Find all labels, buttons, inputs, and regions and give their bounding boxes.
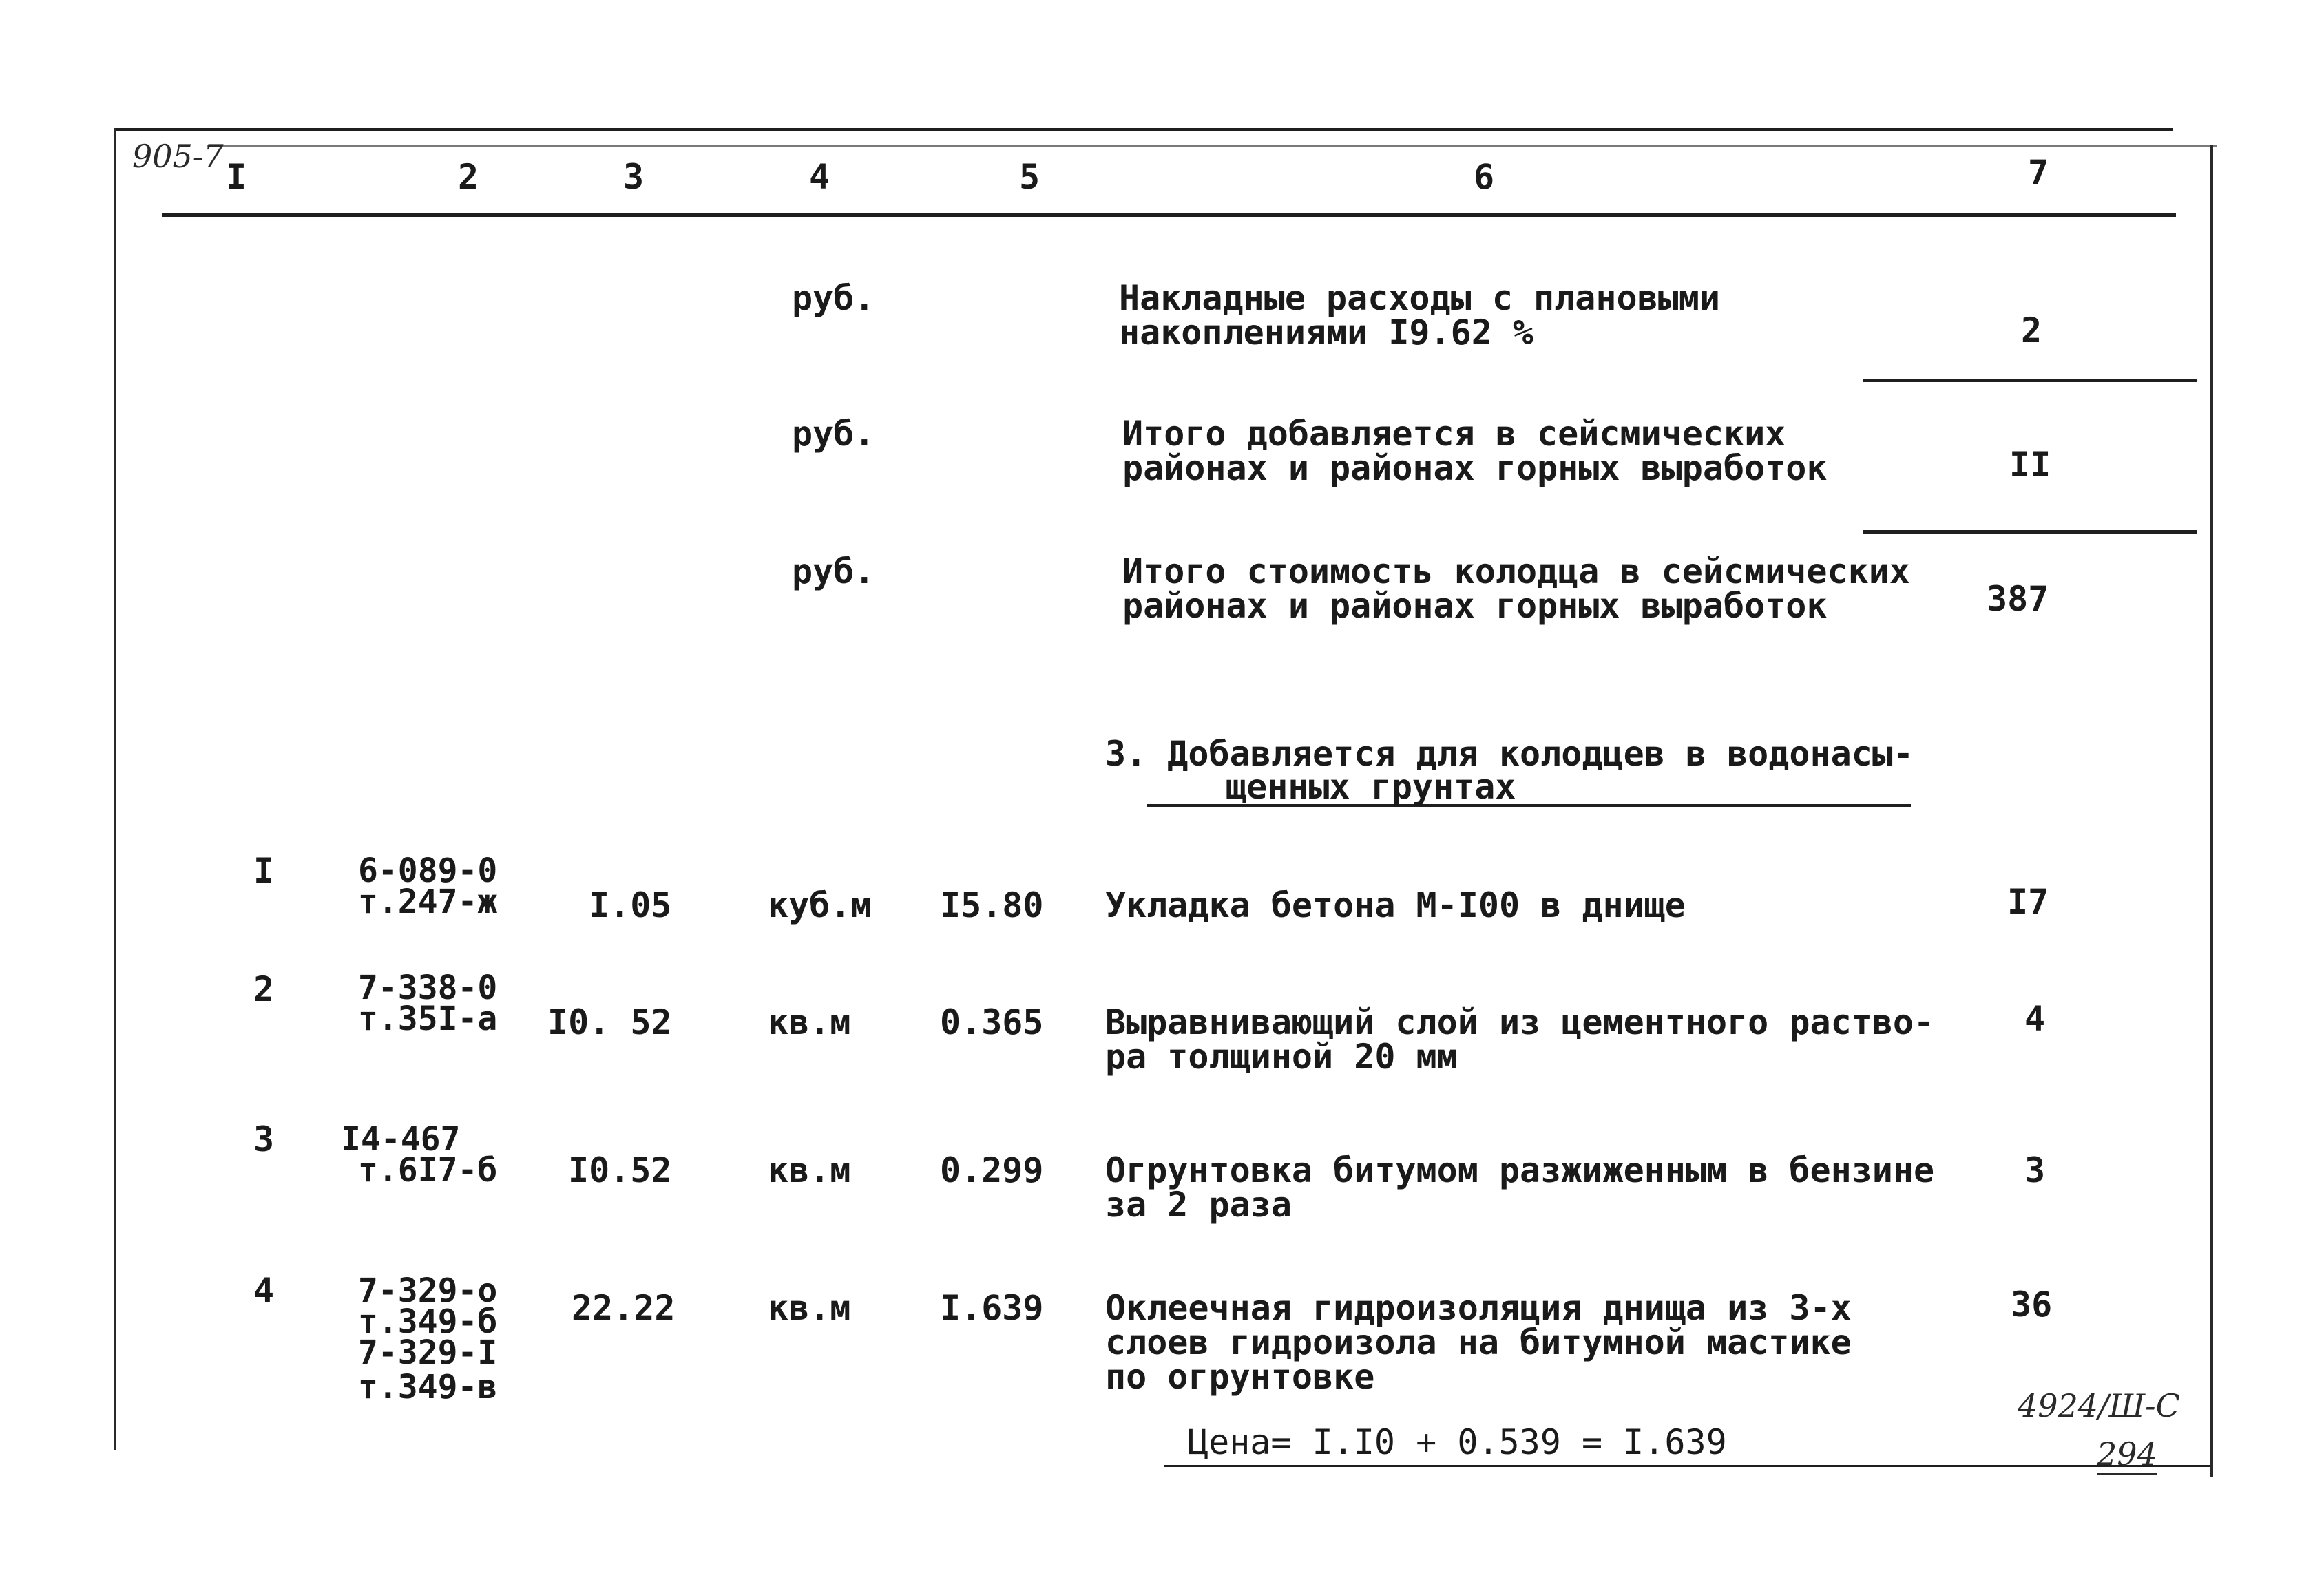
item-4-code-4: т.349-в xyxy=(358,1368,498,1406)
item-4-desc-2: слоев гидроизола на битумной мастике xyxy=(1105,1322,1852,1362)
top-border-secondary xyxy=(207,145,2217,147)
summary-value-3: 387 xyxy=(1987,579,2049,619)
item-2-qty: I0. 52 xyxy=(547,1002,672,1042)
col-header-1: I xyxy=(226,157,247,197)
summary-desc-1b: накоплениями I9.62 % xyxy=(1119,313,1534,352)
item-3-code-2: т.6I7-б xyxy=(358,1151,498,1190)
col-header-2: 2 xyxy=(458,157,479,197)
item-3-qty: I0.52 xyxy=(568,1150,672,1190)
item-4-price: I.639 xyxy=(940,1288,1044,1328)
doc-code: 905-7 xyxy=(132,138,224,175)
item-1-total: I7 xyxy=(2007,882,2049,922)
item-4-num: 4 xyxy=(253,1271,275,1311)
item-1-qty: I.05 xyxy=(589,885,672,925)
item-2-num: 2 xyxy=(253,969,275,1009)
col-header-4: 4 xyxy=(809,157,830,197)
col-header-6: 6 xyxy=(1474,157,1495,197)
summary-desc-1a: Накладные расходы с плановыми xyxy=(1119,278,1720,318)
page-number: 294 xyxy=(2097,1435,2157,1475)
summary-desc-2a: Итого добавляется в сейсмических xyxy=(1122,414,1786,454)
top-border xyxy=(114,128,2173,131)
item-4-desc-3: по огрунтовке xyxy=(1105,1357,1375,1397)
item-2-desc-2: ра толщиной 20 мм xyxy=(1105,1037,1458,1077)
item-1-unit: куб.м xyxy=(768,885,872,925)
item-2-price: 0.365 xyxy=(940,1002,1044,1042)
item-3-total: 3 xyxy=(2024,1150,2046,1190)
item-2-code-2: т.35I-а xyxy=(358,1000,498,1038)
item-3-code-1: I4-467 xyxy=(341,1120,461,1159)
item-3-price: 0.299 xyxy=(940,1150,1044,1190)
col-header-7: 7 xyxy=(2028,153,2049,193)
item-2-desc-1: Выравнивающий слой из цементного раство- xyxy=(1105,1002,1935,1042)
item-4-code-3: 7-329-I xyxy=(358,1333,498,1372)
subtotal-line-1 xyxy=(1863,379,2197,382)
section-title-line2: щенных грунтах xyxy=(1147,770,1911,807)
summary-unit-3: руб. xyxy=(792,551,875,591)
subtotal-line-2 xyxy=(1863,530,2197,534)
item-3-desc-2: за 2 раза xyxy=(1105,1185,1292,1225)
item-4-qty: 22.22 xyxy=(572,1288,676,1328)
item-3-desc-1: Огрунтовка битумом разжиженным в бензине xyxy=(1105,1150,1935,1190)
item-4-code-1: 7-329-о xyxy=(358,1272,498,1310)
item-4-code-2: т.349-б xyxy=(358,1302,498,1341)
summary-unit-2: руб. xyxy=(792,414,875,454)
summary-value-1: 2 xyxy=(2021,310,2042,350)
item-1-code-2: т.247-ж xyxy=(358,883,498,921)
item-3-num: 3 xyxy=(253,1119,275,1159)
col-header-3: 3 xyxy=(623,157,645,197)
item-1-code-1: 6-089-0 xyxy=(358,852,498,890)
item-2-unit: кв.м xyxy=(768,1002,851,1042)
right-border xyxy=(2210,145,2213,1477)
bottom-border xyxy=(1164,1465,2210,1467)
summary-desc-3a: Итого стоимость колодца в сейсмических xyxy=(1122,551,1910,591)
item-4-total: 36 xyxy=(2011,1285,2053,1325)
header-separator xyxy=(162,213,2176,217)
section-title-line1: 3. Добавляется для колодцев в водонасы- xyxy=(1105,734,1914,774)
summary-unit-1: руб. xyxy=(792,278,875,318)
left-border xyxy=(114,128,116,1450)
price-formula: Цена= I.I0 + 0.539 = I.639 xyxy=(1188,1422,1727,1462)
summary-desc-3b: районах и районах горных выработок xyxy=(1122,586,1828,626)
stamp-code: 4924/Ш-С xyxy=(2018,1387,2180,1424)
item-1-num: I xyxy=(253,851,275,891)
item-4-desc-1: Оклеечная гидроизоляция днища из 3-х xyxy=(1105,1288,1852,1328)
summary-desc-2b: районах и районах горных выработок xyxy=(1122,448,1828,488)
summary-value-2: II xyxy=(2009,445,2051,485)
item-2-total: 4 xyxy=(2024,999,2046,1039)
item-4-unit: кв.м xyxy=(768,1288,851,1328)
item-1-desc-1: Укладка бетона М-I00 в днище xyxy=(1105,885,1686,925)
col-header-5: 5 xyxy=(1019,157,1040,197)
item-3-unit: кв.м xyxy=(768,1150,851,1190)
item-2-code-1: 7-338-0 xyxy=(358,969,498,1007)
item-1-price: I5.80 xyxy=(940,885,1044,925)
